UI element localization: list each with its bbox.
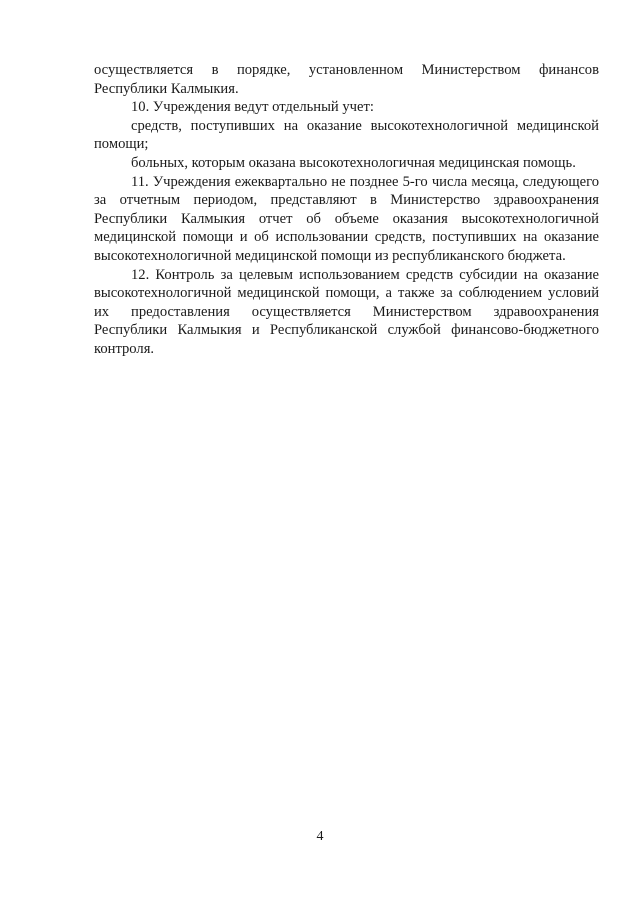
paragraph-continuation: осуществляется в порядке, установленном Министерством финансов Республики Калмыкия. [94, 62, 599, 97]
body-text [94, 61, 599, 359]
paragraph-item-10: 10. Учреждения ведут отдельный учет: [131, 99, 374, 116]
paragraph-item-10-patients: больных, которым оказана высокотехнологичная медицинская помощь. [131, 154, 576, 171]
paragraph-item-12: 12. Контроль за целевым использованием средств субсидии на оказание высокотехнологичной медицинской помощи, а также за соблюдением условий их предоставления осуществляется Министерством здравоохранения Республики Калмыкия и Республиканской службой финансово-бюджетного контроля. [94, 266, 599, 357]
page-number: 4 [316, 829, 324, 844]
paragraph-item-11: 11. Учреждения ежеквартально не позднее 5-го числа месяца, следующего за отчетным периодом, представляют в Министерство здравоохранения Республики Калмыкия отчет об объеме оказания высокотехнологичной медицинской помощи и об использовании средств, поступивших на оказание высокотехнологичной медицинской помощи из республиканского бюджета. [94, 173, 599, 264]
paragraph-item-10-funds: средств, поступивших на оказание высокотехнологичной медицинской помощи; [94, 117, 599, 153]
